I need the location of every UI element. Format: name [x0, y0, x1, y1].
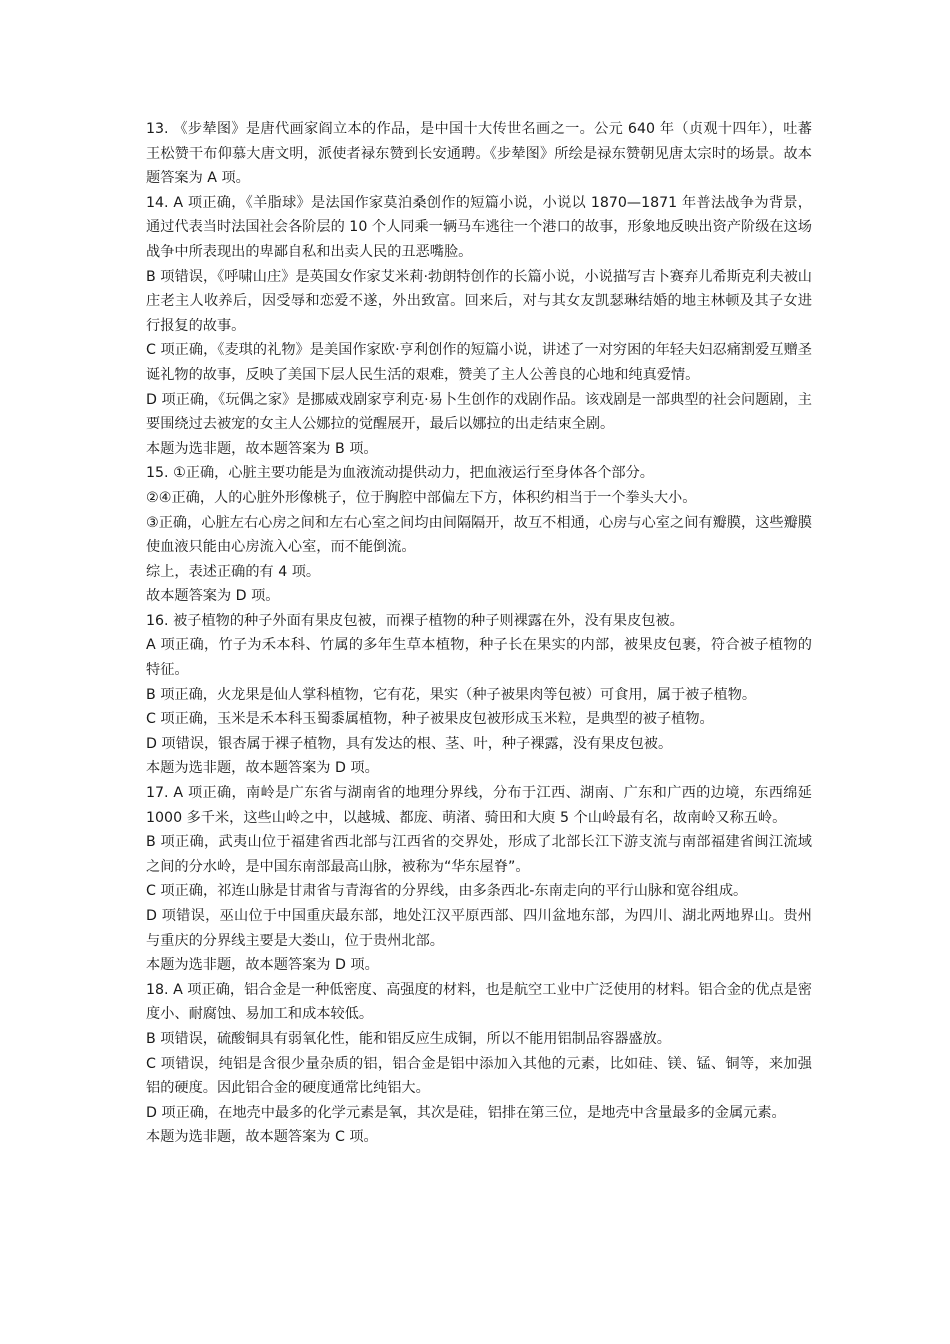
q15-summary: 综上，表述正确的有 4 项。 — [146, 563, 321, 580]
q18-option-c: C 项错误，纯铝是含很少量杂质的铝，铝合金是铝中添加入其他的元素，比如硅、镁、锰、铜等，来加强铝的硬度。因此铝合金的硬度通常比纯铝大。 — [146, 1055, 812, 1097]
q16-option-b: B 项正确，火龙果是仙人掌科植物，它有花，果实（种子被果肉等包被）可食用，属于被子植物。 — [146, 686, 757, 703]
q14-answer: 本题为选非题，故本题答案为 B 项。 — [146, 440, 378, 457]
q14-option-d: D 项正确，《玩偶之家》是挪威戏剧家亨利克·易卜生创作的戏剧作品。该戏剧是一部典型的社会问题剧，主要围绕过去被宠的女主人公娜拉的觉醒展开，最后以娜拉的出走结束全剧。 — [146, 391, 812, 433]
q16-option-c: C 项正确，玉米是禾本科玉蜀黍属植物，种子被果皮包被形成玉米粒，是典型的被子植物。 — [146, 711, 714, 728]
q14-option-b: B 项错误，《呼啸山庄》是英国女作家艾米莉·勃朗特创作的长篇小说，小说描写吉卜赛弃儿希斯克利夫被山庄老主人收养后，因受辱和恋爱不遂，外出致富。回来后，对与其女友凯瑟琳结婚的地主林顿及其子女进行报复的故事。 — [146, 268, 812, 334]
q18-option-a: 18. A 项正确，铝合金是一种低密度、高强度的材料，也是航空工业中广泛使用的材料。铝合金的优点是密度小、耐腐蚀、易加工和成本较低。 — [146, 981, 812, 1023]
q15-item-1: 15. ①正确，心脏主要功能是为血液流动提供动力，把血液运行至身体各个部分。 — [146, 465, 654, 482]
answer-explanations — [146, 117, 812, 1150]
q16-option-a: A 项正确，竹子为禾本科、竹属的多年生草本植物，种子长在果实的内部，被果皮包裹，符合被子植物的特征。 — [146, 637, 812, 679]
q14-option-a: 14. A 项正确，《羊脂球》是法国作家莫泊桑创作的短篇小说，小说以 1870—1871 年普法战争为背景，通过代表当时法国社会各阶层的 10 个人同乘一辆马车逃往一个港口的故事，形象地反映出资产阶级在这场战争中所表现出的卑鄙自私和出卖人民的丑恶嘴脸。 — [146, 194, 812, 260]
q16-option-d: D 项错误，银杏属于裸子植物，具有发达的根、茎、叶，种子裸露，没有果皮包被。 — [146, 735, 673, 752]
q17-option-b: B 项正确，武夷山位于福建省西北部与江西省的交界处，形成了北部长江下游支流与南部福建省闽江流域之间的分水岭，是中国东南部最高山脉，被称为“华东屋脊”。 — [146, 834, 812, 875]
q15-item-3: ③正确，心脏左右心房之间和左右心室之间均由间隔隔开，故互不相通，心房与心室之间有瓣膜，这些瓣膜使血液只能由心房流入心室，而不能倒流。 — [146, 514, 812, 556]
q17-option-a: 17. A 项正确，南岭是广东省与湖南省的地理分界线，分布于江西、湖南、广东和广西的边境，东西绵延 1000 多千米，这些山岭之中，以越城、都庞、萌渚、骑田和大庾 5 个山岭最有名，故南岭又称五岭。 — [146, 785, 812, 826]
q17-answer: 本题为选非题，故本题答案为 D 项。 — [146, 957, 379, 974]
q16-intro: 16. 被子植物的种子外面有果皮包被，而裸子植物的种子则裸露在外，没有果皮包被。 — [146, 612, 684, 629]
q18-option-d: D 项正确，在地壳中最多的化学元素是氧，其次是硅，铝排在第三位，是地壳中含量最多的金属元素。 — [146, 1104, 786, 1121]
q18-option-b: B 项错误，硫酸铜具有弱氧化性，能和铝反应生成铜，所以不能用铝制品容器盛放。 — [146, 1030, 671, 1047]
q18-answer: 本题为选非题，故本题答案为 C 项。 — [146, 1129, 378, 1146]
q17-option-c: C 项正确，祁连山脉是甘肃省与青海省的分界线，由多条西北-东南走向的平行山脉和宽谷组成。 — [146, 883, 748, 900]
q13-explanation: 13. 《步辇图》是唐代画家阎立本的作品，是中国十大传世名画之一。公元 640 年（贞观十四年），吐蕃王松赞干布仰慕大唐文明，派使者禄东赞到长安通聘。《步辇图》所绘是禄东赞朝见唐太宗时的场景。故本题答案为 A 项。 — [146, 121, 812, 187]
q15-answer: 故本题答案为 D 项。 — [146, 588, 280, 605]
q17-option-d: D 项错误，巫山位于中国重庆最东部，地处江汉平原西部、四川盆地东部，为四川、湖北两地界山。贵州与重庆的分界线主要是大娄山，位于贵州北部。 — [146, 908, 812, 949]
q16-answer: 本题为选非题，故本题答案为 D 项。 — [146, 760, 379, 777]
q15-item-2-4: ②④正确，人的心脏外形像桃子，位于胸腔中部偏左下方，体积约相当于一个拳头大小。 — [146, 489, 697, 506]
q14-option-c: C 项正确，《麦琪的礼物》是美国作家欧·亨利创作的短篇小说，讲述了一对穷困的年轻夫妇忍痛割爱互赠圣诞礼物的故事，反映了美国下层人民生活的艰难，赞美了主人公善良的心地和纯真爱情。 — [146, 342, 812, 383]
